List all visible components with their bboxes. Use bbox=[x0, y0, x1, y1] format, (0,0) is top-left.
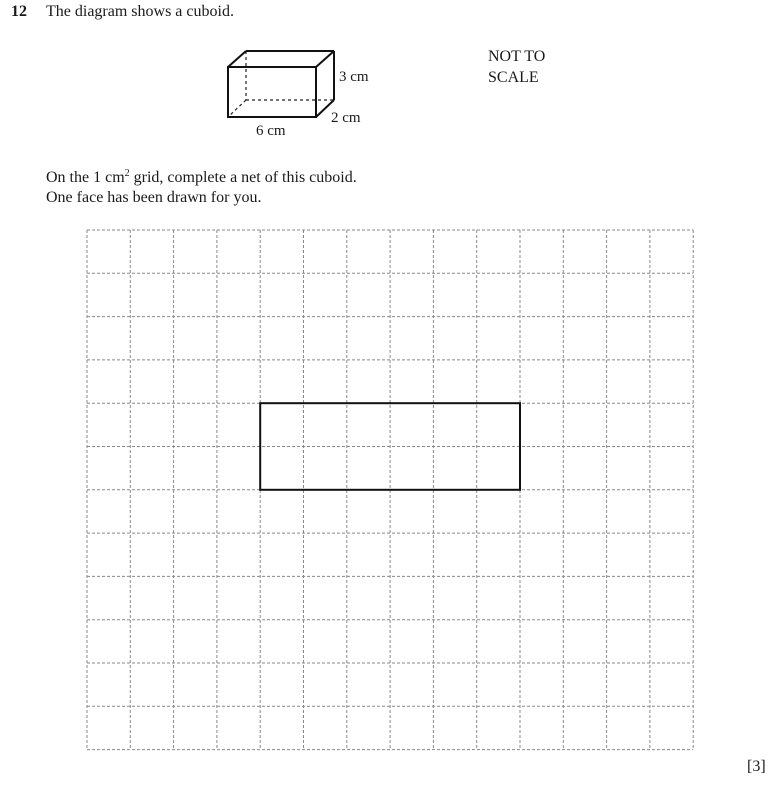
question-text: The diagram shows a cuboid. bbox=[46, 3, 234, 20]
instruction-line-2: One face has been drawn for you. bbox=[46, 189, 262, 206]
not-to-scale-note bbox=[488, 46, 545, 88]
instruction-line-1-end: grid, complete a net of this cuboid. bbox=[129, 169, 357, 186]
answer-grid[interactable] bbox=[86, 229, 694, 751]
question-number: 12 bbox=[11, 3, 27, 20]
instructions bbox=[46, 168, 357, 208]
height-label: 3 cm bbox=[339, 69, 369, 85]
marks-allocation: [3] bbox=[747, 758, 766, 775]
cuboid-hidden-edges bbox=[228, 51, 334, 117]
instruction-superscript: 2 bbox=[124, 168, 130, 179]
length-label: 6 cm bbox=[256, 123, 286, 139]
instruction-line-1 bbox=[46, 168, 357, 188]
not-to-scale-line2: SCALE bbox=[488, 69, 539, 86]
depth-label: 2 cm bbox=[331, 110, 361, 126]
cuboid-diagram bbox=[210, 40, 410, 150]
cuboid-visible-edges bbox=[228, 51, 334, 117]
instruction-line-1-start: On the 1 cm bbox=[46, 169, 125, 186]
not-to-scale-line1: NOT TO bbox=[488, 48, 546, 65]
